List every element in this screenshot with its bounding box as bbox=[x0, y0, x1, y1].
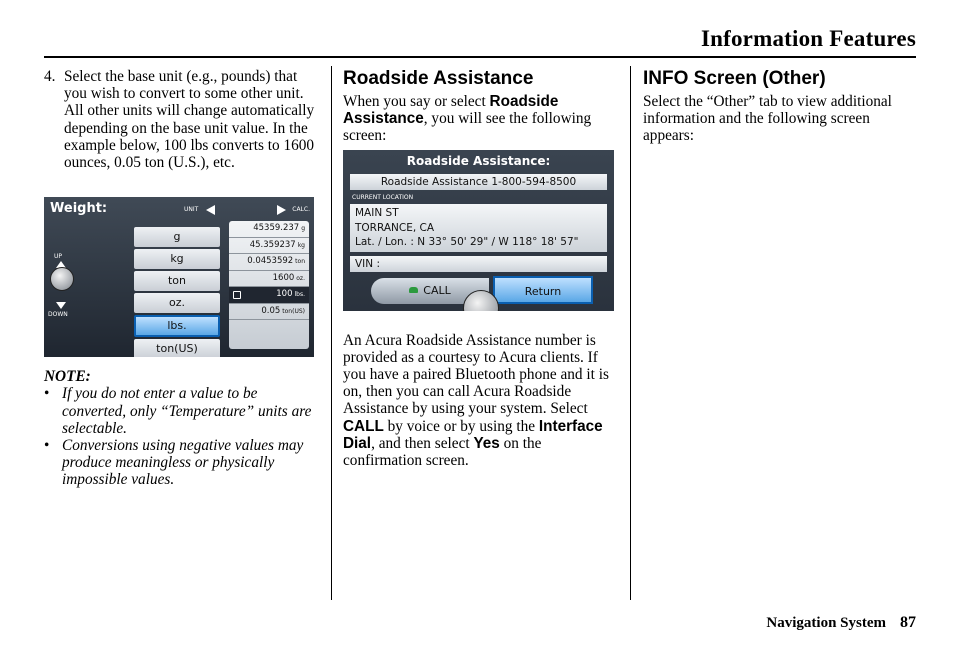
unit-list bbox=[134, 227, 220, 357]
interface-dial-icon bbox=[50, 267, 74, 291]
step-number: 4. bbox=[44, 68, 56, 85]
value-unit: g bbox=[301, 225, 305, 232]
arrow-down-icon bbox=[56, 302, 66, 309]
step-4 bbox=[44, 68, 322, 171]
city: TORRANCE, CA bbox=[355, 221, 435, 234]
value-number: 45.359237 bbox=[249, 239, 296, 250]
column-divider bbox=[630, 66, 631, 600]
note-item bbox=[44, 385, 322, 437]
section-heading-info-other: INFO Screen (Other) bbox=[643, 68, 826, 89]
text: , and then select bbox=[371, 434, 474, 452]
value-row bbox=[229, 304, 309, 321]
page-header-title: Information Features bbox=[700, 26, 916, 51]
bold-term: Yes bbox=[473, 434, 500, 452]
column-divider bbox=[331, 66, 332, 600]
value-unit: kg bbox=[297, 241, 305, 249]
note-item bbox=[44, 437, 322, 489]
location-field bbox=[350, 204, 607, 252]
value-unit: ton bbox=[295, 258, 305, 265]
value-number: 45359.237 bbox=[253, 223, 300, 233]
footer-label: Navigation System bbox=[766, 615, 886, 631]
arrow-left-icon bbox=[206, 205, 215, 215]
value-number: 0.05 bbox=[261, 305, 281, 316]
text: When you say or select bbox=[343, 93, 490, 110]
roadside-body bbox=[343, 332, 619, 470]
unit-option-lbs[interactable]: lbs. bbox=[134, 315, 220, 337]
return-button[interactable]: Return bbox=[493, 276, 593, 304]
value-row bbox=[229, 221, 309, 238]
value-row bbox=[229, 254, 309, 271]
page-footer bbox=[766, 614, 916, 632]
text: An Acura Roadside Assistance number is provided as a courtesy to Acura clients. If you have a paired Bluetooth phone and it is on, then you can call Acura Roadside Assistance by using your system. Select bbox=[343, 331, 609, 418]
unit-option-ton-us[interactable]: ton(US) bbox=[134, 339, 220, 357]
value-row-base bbox=[229, 287, 309, 304]
value-list bbox=[229, 221, 309, 349]
column-3 bbox=[643, 68, 919, 145]
value-number: 100 bbox=[276, 289, 293, 299]
bold-term: CALL bbox=[343, 417, 384, 435]
screen-title: Weight: bbox=[50, 201, 108, 216]
value-row bbox=[229, 271, 309, 288]
base-unit-icon bbox=[233, 291, 241, 299]
weight-conversion-screen bbox=[44, 197, 314, 357]
lat-lon: Lat. / Lon. : N 33° 50' 29" / W 118° 18' 57" bbox=[355, 236, 579, 248]
text: on the confirmation screen. bbox=[343, 434, 542, 470]
current-location-label: CURRENT LOCATION bbox=[352, 194, 414, 201]
info-other-text: Select the “Other” tab to view additional information and the following screen appears: bbox=[643, 93, 892, 145]
bold-term: Interface Dial bbox=[343, 417, 603, 452]
note-list bbox=[44, 385, 322, 488]
up-label: UP bbox=[54, 253, 63, 260]
calc-label: CALC. bbox=[292, 206, 310, 213]
note-text: If you do not enter a value to be converted, only “Temperature” units are selectable. bbox=[62, 385, 312, 437]
value-number: 1600 bbox=[272, 272, 295, 283]
value-unit: lbs. bbox=[294, 291, 305, 298]
bold-term: Roadside Assistance bbox=[343, 93, 559, 128]
header-rule bbox=[44, 56, 916, 58]
bullet: • bbox=[44, 437, 50, 455]
unit-option-kg[interactable]: kg bbox=[134, 249, 220, 269]
page-number: 87 bbox=[900, 614, 916, 631]
down-label: DOWN bbox=[48, 311, 68, 318]
value-unit: ton(US) bbox=[282, 307, 305, 315]
unit-option-g[interactable]: g bbox=[134, 227, 220, 247]
roadside-number-field: Roadside Assistance 1-800-594-8500 bbox=[350, 174, 607, 190]
note-title: NOTE: bbox=[44, 368, 91, 386]
arrow-right-icon bbox=[277, 205, 286, 215]
text: by voice or by using the bbox=[383, 417, 539, 435]
unit-label: UNIT bbox=[184, 206, 199, 213]
unit-option-ton[interactable]: ton bbox=[134, 271, 220, 291]
vin-field: VIN : bbox=[350, 256, 607, 272]
note-text: Conversions using negative values may produce meaningless or physically impossible values. bbox=[62, 437, 304, 489]
roadside-intro bbox=[343, 93, 619, 145]
screen-title: Roadside Assistance: bbox=[406, 154, 551, 168]
call-label: CALL bbox=[423, 284, 451, 297]
bullet: • bbox=[44, 385, 50, 403]
section-heading-roadside: Roadside Assistance bbox=[343, 68, 534, 89]
value-unit: oz. bbox=[296, 274, 305, 282]
roadside-assistance-screen bbox=[343, 150, 614, 311]
unit-option-oz[interactable]: oz. bbox=[134, 293, 220, 313]
text: , you will see the following screen: bbox=[343, 110, 592, 145]
street: MAIN ST bbox=[355, 207, 399, 219]
value-row bbox=[229, 238, 309, 255]
phone-icon bbox=[409, 287, 418, 293]
step-text: Select the base unit (e.g., pounds) that you wish to convert to some other unit. All other units will change automatically depending on the base unit value. In the example below, 100 lbs converts to 1600 ounces, 0.05 ton (U.S.), etc. bbox=[64, 68, 315, 172]
value-number: 0.0453592 bbox=[247, 256, 294, 266]
